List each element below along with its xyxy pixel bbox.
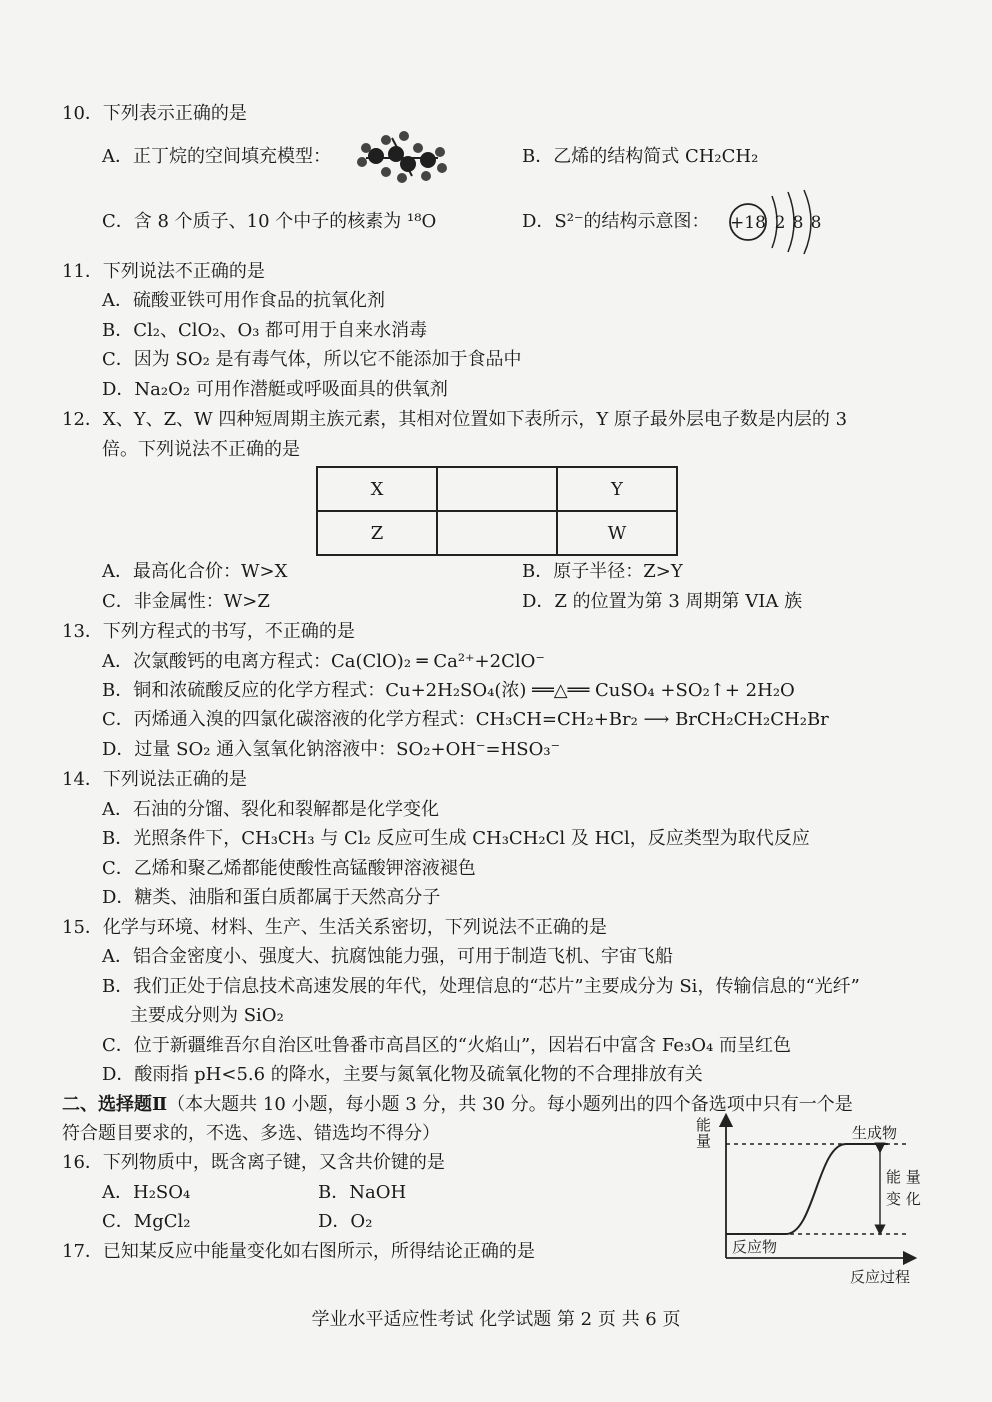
q10-option-d: D．S²⁻的结构示意图： xyxy=(522,211,710,232)
shell-1-electrons: 2 xyxy=(774,213,786,233)
q14-option-a: A．石油的分馏、裂化和裂解都是化学变化 xyxy=(102,799,439,820)
q13-option-a: A．次氯酸钙的电离方程式：Ca(ClO)₂ ═ Ca²⁺+2ClO⁻ xyxy=(102,651,545,672)
q16-option-d: D．O₂ xyxy=(318,1211,373,1232)
q13-option-b: B．铜和浓硫酸反应的化学方程式：Cu+2H₂SO₄(浓) ══△══ CuSO₄ +SO₂↑+ 2H₂O xyxy=(102,680,795,701)
q11-option-b: B．Cl₂、ClO₂、O₃ 都可用于自来水消毒 xyxy=(102,320,428,341)
product-label: 生成物 xyxy=(852,1124,898,1142)
q15-stem: 15．化学与环境、材料、生产、生活关系密切，下列说法不正确的是 xyxy=(62,917,607,938)
q15-option-a: A．铝合金密度小、强度大、抗腐蚀能力强，可用于制造飞机、宇宙飞船 xyxy=(102,946,673,967)
x-axis-label: 反应过程 xyxy=(850,1268,911,1286)
q10-option-c: C．含 8 个质子、10 个中子的核素为 ¹⁸O xyxy=(102,211,437,232)
y-axis-label-2: 量 xyxy=(696,1132,712,1150)
q12-option-c: C．非金属性：W>Z xyxy=(102,591,270,612)
q14-stem: 14．下列说法正确的是 xyxy=(62,769,247,790)
table-cell: Z xyxy=(317,511,437,555)
q17-stem: 17．已知某反应中能量变化如右图所示，所得结论正确的是 xyxy=(62,1241,535,1262)
q10-stem: 10．下列表示正确的是 xyxy=(62,103,247,124)
table-cell: W xyxy=(557,511,677,555)
q15-option-d: D．酸雨指 pH<5.6 的降水，主要与氮氧化物及硫氧化物的不合理排放有关 xyxy=(102,1064,703,1085)
q15-option-c: C．位于新疆维吾尔自治区吐鲁番市高昌区的“火焰山”，因岩石中富含 Fe₃O₄ 而呈红色 xyxy=(102,1035,791,1056)
q12-stem-line2: 倍。下列说法不正确的是 xyxy=(102,439,300,460)
q11-option-c: C．因为 SO₂ 是有毒气体，所以它不能添加于食品中 xyxy=(102,349,522,370)
q14-option-b: B．光照条件下，CH₃CH₃ 与 Cl₂ 反应可生成 CH₃CH₂Cl 及 HCl，反应类型为取代反应 xyxy=(102,828,810,849)
q10-option-a: A．正丁烷的空间填充模型： xyxy=(102,146,331,167)
energy-change-label-2: 变 化 xyxy=(886,1190,921,1208)
reactant-label: 反应物 xyxy=(732,1238,778,1256)
energy-curve xyxy=(726,1144,888,1234)
table-cell: Y xyxy=(557,467,677,511)
table-cell xyxy=(437,511,557,555)
sulfide-ion-structure-diagram xyxy=(724,186,834,258)
q16-option-b: B．NaOH xyxy=(318,1182,407,1203)
q14-option-d: D．糖类、油脂和蛋白质都属于天然高分子 xyxy=(102,887,441,908)
y-axis-label-1: 能 xyxy=(696,1116,712,1134)
q12-option-d: D．Z 的位置为第 3 周期第 VIA 族 xyxy=(522,591,803,612)
q13-option-d: D．过量 SO₂ 通入氢氧化钠溶液中：SO₂+OH⁻=HSO₃⁻ xyxy=(102,739,561,760)
q16-stem: 16．下列物质中，既含离子键，又含共价键的是 xyxy=(62,1152,445,1173)
q16-option-a: A．H₂SO₄ xyxy=(102,1182,191,1203)
q12-stem-line1: 12．X、Y、Z、W 四种短周期主族元素，其相对位置如下表所示，Y 原子最外层电子数是内层的 3 xyxy=(62,409,848,430)
table-cell: X xyxy=(317,467,437,511)
shell-2-electrons: 8 xyxy=(792,213,804,233)
butane-space-filling-model xyxy=(352,128,452,186)
element-position-table xyxy=(316,466,678,556)
energy-change-label-1: 能 量 xyxy=(886,1168,921,1186)
q11-option-a: A．硫酸亚铁可用作食品的抗氧化剂 xyxy=(102,290,385,311)
q16-option-c: C．MgCl₂ xyxy=(102,1211,191,1232)
table-cell xyxy=(437,467,557,511)
nucleus-charge: +18 xyxy=(730,213,766,233)
q10-option-b: B．乙烯的结构简式 CH₂CH₂ xyxy=(522,146,759,167)
section-2-description: （本大题共 10 小题，每小题 3 分，共 30 分。每小题列出的四个备选项中只有一个是 xyxy=(167,1094,853,1115)
q14-option-c: C．乙烯和聚乙烯都能使酸性高锰酸钾溶液褪色 xyxy=(102,858,476,879)
q13-option-c: C．丙烯通入溴的四氯化碳溶液的化学方程式：CH₃CH=CH₂+Br₂ ⟶ BrCH₂CH₂CH₂Br xyxy=(102,709,829,730)
shell-3-electrons: 8 xyxy=(810,213,822,233)
q12-option-b: B．原子半径：Z>Y xyxy=(522,561,683,582)
q12-option-a: A．最高化合价：W>X xyxy=(102,561,288,582)
energy-change-diagram xyxy=(690,1112,930,1288)
q15-option-b-line2: 主要成分则为 SiO₂ xyxy=(130,1005,284,1026)
q11-option-d: D．Na₂O₂ 可用作潜艇或呼吸面具的供氧剂 xyxy=(102,379,448,400)
q13-stem: 13．下列方程式的书写，不正确的是 xyxy=(62,621,355,642)
q11-stem: 11．下列说法不正确的是 xyxy=(62,261,265,282)
page-footer: 学业水平适应性考试 化学试题 第 2 页 共 6 页 xyxy=(311,1309,681,1330)
section-2-description-line2: 符合题目要求的，不选、多选、错选均不得分） xyxy=(62,1123,440,1144)
q15-option-b-line1: B．我们正处于信息技术高速发展的年代，处理信息的“芯片”主要成分为 Si，传输信息的“光纤” xyxy=(102,976,860,997)
section-2-title: 二、选择题Ⅱ xyxy=(62,1094,168,1115)
